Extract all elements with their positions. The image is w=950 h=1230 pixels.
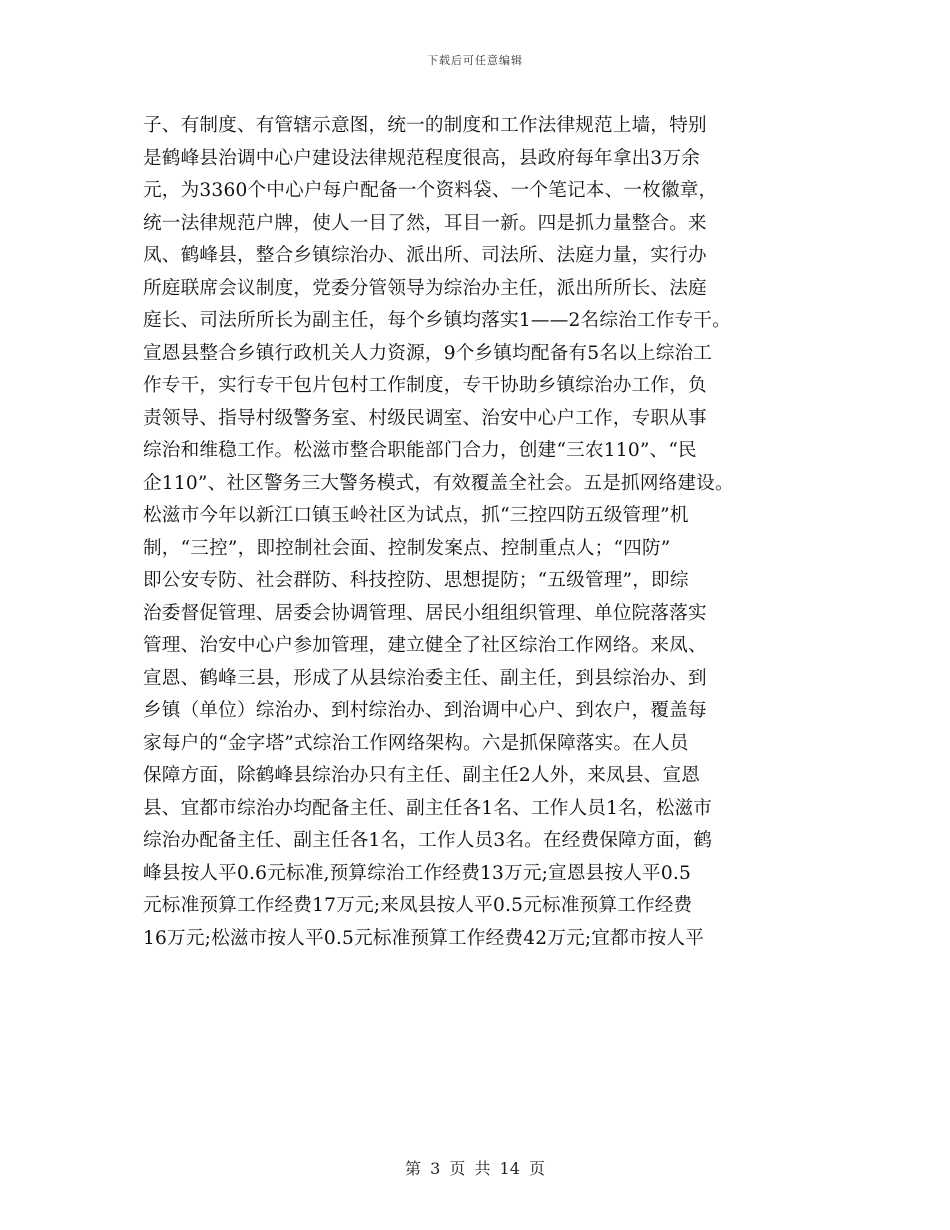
body-line: 家每户的“金字塔”式综治工作网络架构。六是抓保障落实。在人员: [143, 732, 689, 754]
body-line: 所庭联席会议制度，党委分管领导为综治办主任，派出所所长、法庭: [143, 277, 707, 299]
page-header: 下载后可任意编辑: [427, 54, 523, 67]
page-number-footer: 第 3 页 共 14 页: [405, 1159, 545, 1178]
body-line: 县、宜都市综治办均配备主任、副主任各1名、工作人员1名，松滋市: [143, 797, 713, 819]
body-line: 乡镇（单位）综治办、到村综治办、到治调中心户、到农户，覆盖每: [143, 700, 707, 721]
body-line: 责领导、指导村级警务室、村级民调室、治安中心户工作，专职从事: [143, 407, 707, 429]
body-line: 宣恩、鹤峰三县，形成了从县综治委主任、副主任，到县综治办、到: [143, 667, 707, 689]
body-line: 即公安专防、社会群防、科技控防、思想提防；“五级管理”，即综: [143, 570, 689, 591]
body-line: 元，为3360个中心户每户配备一个资料袋、一个笔记本、一枚徽章，: [143, 180, 718, 201]
document-body: [143, 110, 833, 955]
body-line: 宣恩县整合乡镇行政机关人力资源，9个乡镇均配备有5名以上综治工: [143, 342, 713, 364]
body-line: 松滋市今年以新江口镇玉岭社区为试点，抓“三控四防五级管理”机: [143, 505, 689, 526]
body-line: 子、有制度、有管辖示意图，统一的制度和工作法律规范上墙，特别: [143, 115, 707, 136]
body-line: 管理、治安中心户参加管理，建立健全了社区综治工作网络。来凤、: [143, 635, 707, 656]
body-line: 统一法律规范户牌，使人一目了然，耳目一新。四是抓力量整合。来: [143, 212, 707, 234]
body-line: 作专干，实行专干包片包村工作制度，专干协助乡镇综治办工作，负: [143, 375, 707, 396]
body-line: 庭长、司法所所长为副主任，每个乡镇均落实1——2名综治工作专干。: [143, 310, 731, 331]
body-line: 综治和维稳工作。松滋市整合职能部门合力，创建“三农110”、“民: [143, 440, 697, 461]
body-line: 综治办配备主任、副主任各1名，工作人员3名。在经费保障方面，鹤: [143, 830, 713, 851]
body-line: 保障方面，除鹤峰县综治办只有主任、副主任2人外，来凤县、宣恩: [143, 765, 701, 786]
body-line: 企110”、社区警务三大警务模式，有效覆盖全社会。五是抓网络建设。: [143, 472, 734, 494]
body-line: 制，“三控”，即控制社会面、控制发案点、控制重点人；“四防”: [143, 537, 671, 559]
body-line: 是鹤峰县治调中心户建设法律规范程度很高，县政府每年拿出3万余: [143, 147, 701, 169]
body-line: 峰县按人平0.6元标准,预算综治工作经费13万元;宣恩县按人平0.5: [143, 862, 692, 884]
body-line: 16万元;松滋市按人平0.5元标准预算工作经费42万元;宜都市按人平: [143, 927, 705, 949]
body-line: 元标准预算工作经费17万元;来凤县按人平0.5元标准预算工作经费: [143, 895, 693, 916]
body-line: 凤、鹤峰县，整合乡镇综治办、派出所、司法所、法庭力量，实行办: [143, 245, 707, 266]
body-line: 治委督促管理、居委会协调管理、居民小组组织管理、单位院落落实: [143, 602, 707, 624]
